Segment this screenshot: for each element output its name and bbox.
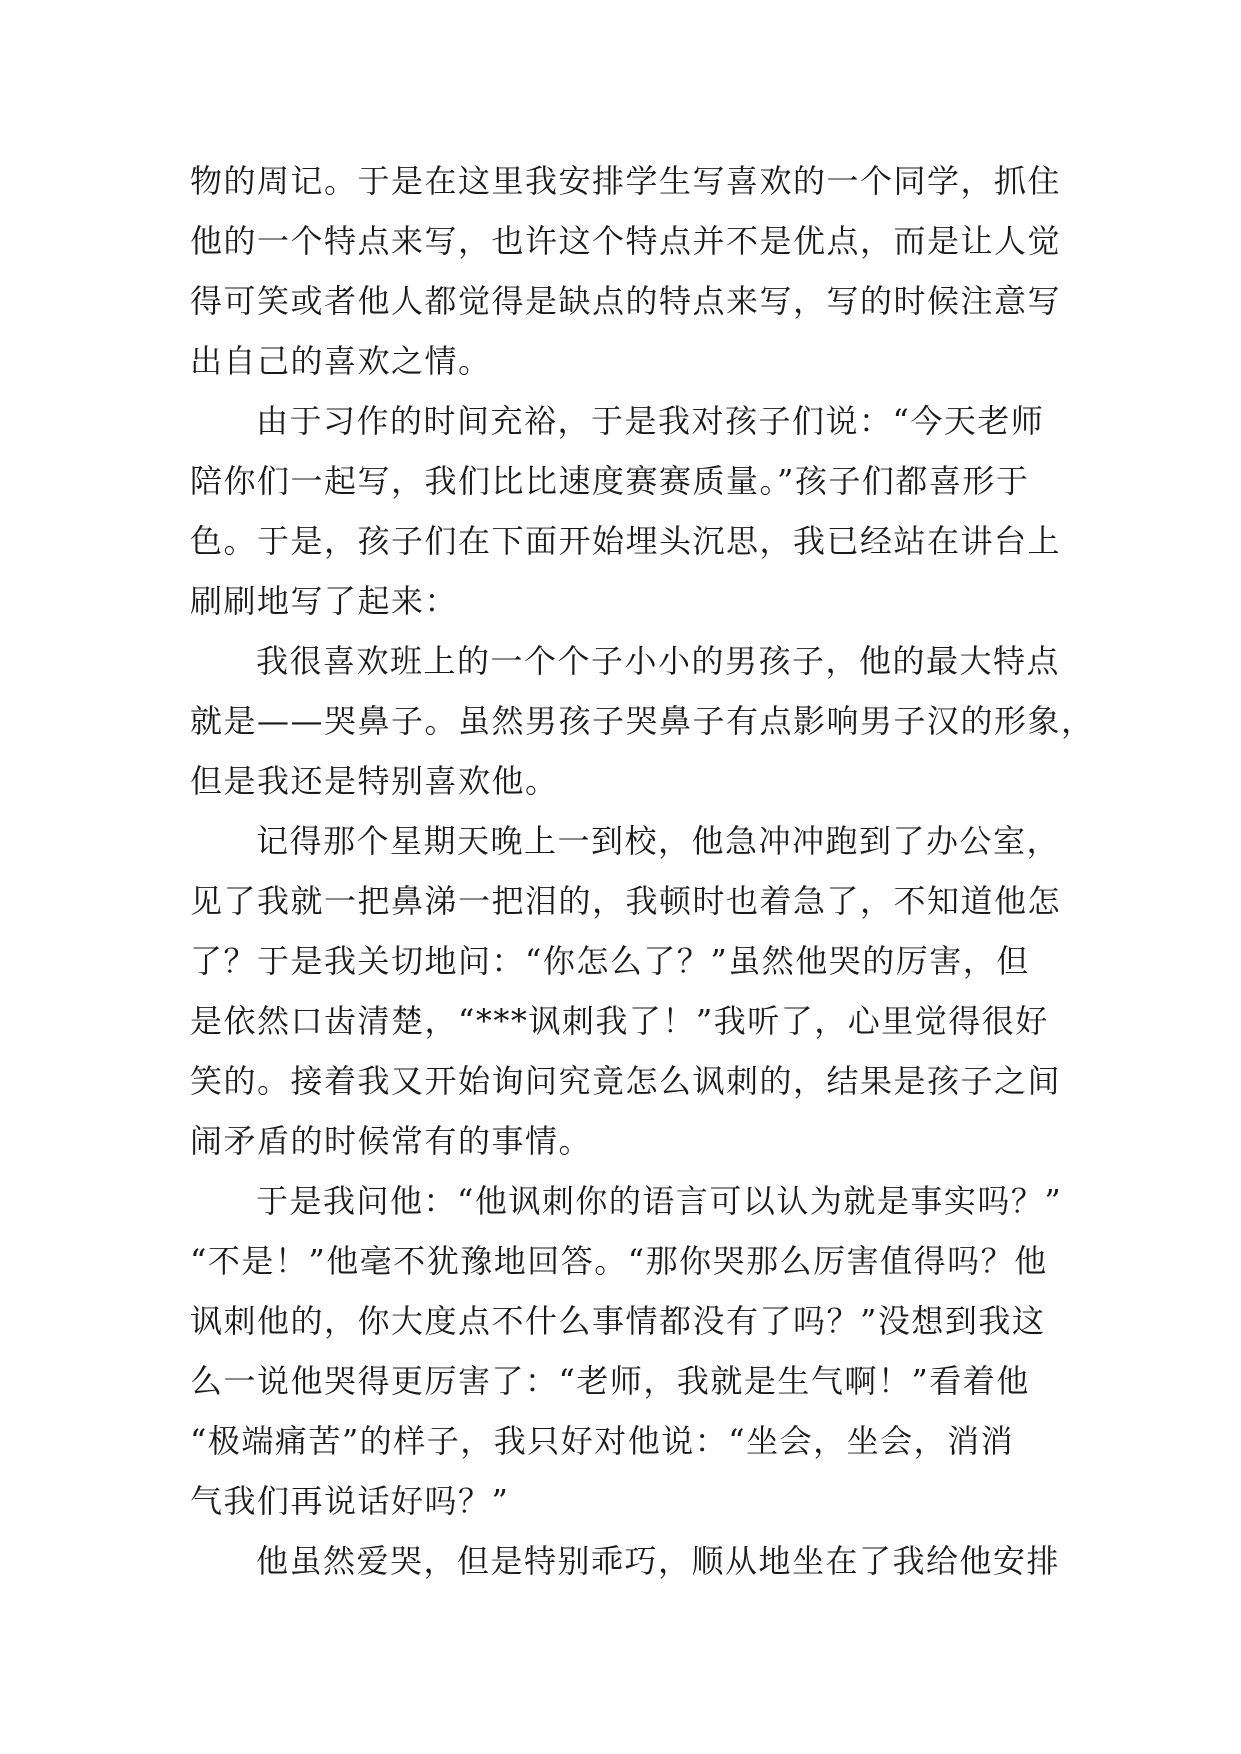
text-line: 气我们再说话好吗？” — [190, 1482, 510, 1520]
text-line: 物的周记。于是在这里我安排学生写喜欢的一个同学，抓住 — [190, 162, 1062, 200]
text-line: 色。于是，孩子们在下面开始埋头沉思，我已经站在讲台上 — [190, 522, 1062, 560]
text-line: 得可笑或者他人都觉得是缺点的特点来写，写的时候注意写 — [190, 282, 1062, 320]
paragraph-first-line: 于是我问他：“他讽刺你的语言可以认为就是事实吗？” — [256, 1182, 1063, 1220]
text-line: 见了我就一把鼻涕一把泪的，我顿时也着急了，不知道他怎 — [190, 882, 1062, 920]
paragraph-first-line: 他虽然爱哭，但是特别乖巧，顺从地坐在了我给他安排 — [256, 1542, 1061, 1580]
paragraph-first-line: 我很喜欢班上的一个个子小小的男孩子，他的最大特点 — [256, 642, 1061, 680]
text-line: 么一说他哭得更厉害了：“老师，我就是生气啊！”看着他 — [190, 1362, 1030, 1400]
text-line: 讽刺他的，你大度点不什么事情都没有了吗？”没想到我这 — [190, 1302, 1046, 1340]
paragraph-first-line: 记得那个星期天晚上一到校，他急冲冲跑到了办公室， — [256, 822, 1061, 860]
paragraph-first-line: 由于习作的时间充裕，于是我对孩子们说：“今天老师 — [256, 402, 1045, 440]
document-body — [190, 151, 1095, 1591]
text-line: 但是我还是特别喜欢他。 — [190, 762, 559, 800]
text-line: 陪你们一起写，我们比比速度赛赛质量。”孩子们都喜形于 — [190, 462, 1030, 500]
text-line: 笑的。接着我又开始询问究竟怎么讽刺的，结果是孩子之间 — [190, 1062, 1062, 1100]
text-line: 闹矛盾的时候常有的事情。 — [190, 1122, 593, 1160]
text-line: 了？于是我关切地问：“你怎么了？”虽然他哭的厉害，但 — [190, 942, 1030, 980]
text-line: 他的一个特点来写，也许这个特点并不是优点，而是让人觉 — [190, 222, 1062, 260]
text-line: 刷刷地写了起来： — [190, 582, 459, 620]
text-line: 是依然口齿清楚，“***讽刺我了！”我听了，心里觉得很好 — [190, 1002, 1049, 1040]
text-line: 就是——哭鼻子。虽然男孩子哭鼻子有点影响男子汉的形象， — [190, 702, 1095, 740]
text-line: “不是！”他毫不犹豫地回答。“那你哭那么厉害值得吗？他 — [190, 1242, 1048, 1280]
text-line: “极端痛苦”的样子，我只好对他说：“坐会，坐会，消消 — [190, 1422, 1015, 1460]
text-line: 出自己的喜欢之情。 — [190, 342, 492, 380]
